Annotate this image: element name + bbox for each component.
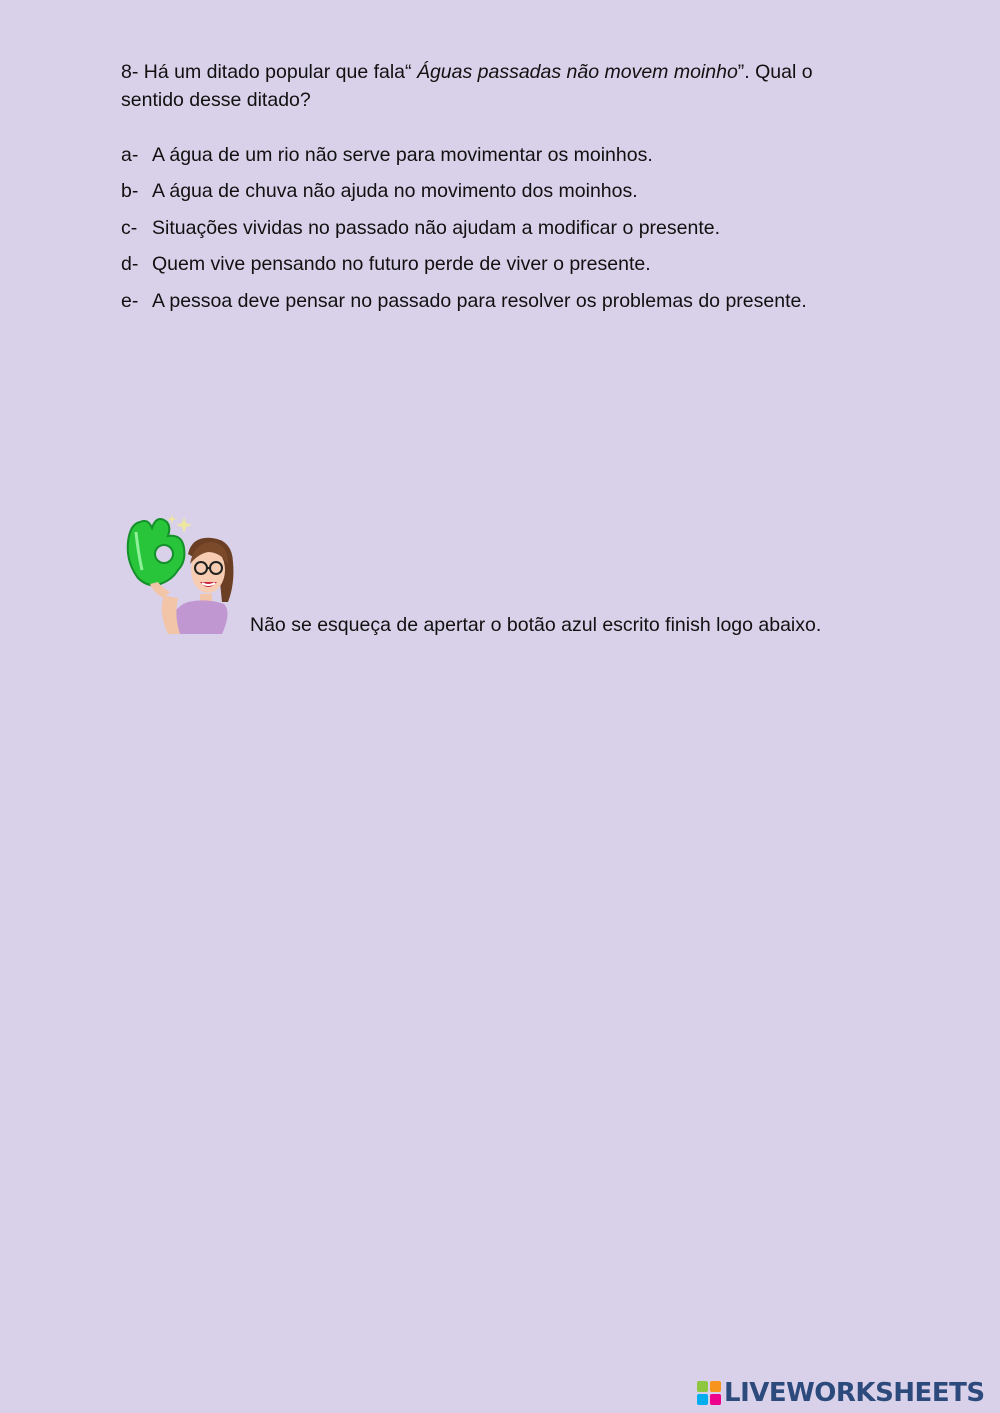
question-suffix: ”. Qual o sentido desse ditado?	[121, 61, 813, 111]
question-quote: Águas passadas não movem moinho	[416, 61, 738, 83]
option-text: Quem vive pensando no futuro perde de viver o presente.	[152, 253, 651, 276]
option-d	[121, 250, 901, 286]
option-text: A água de chuva não ajuda no movimento dos moinhos.	[152, 180, 638, 203]
answer-options	[121, 141, 901, 323]
finish-reminder: Não se esqueça de apertar o botão azul escrito finish logo abaixo.	[250, 614, 822, 636]
question-text	[121, 58, 861, 114]
option-c	[121, 214, 901, 250]
option-a	[121, 141, 901, 177]
option-letter: d-	[121, 253, 139, 276]
liveworksheets-logo	[697, 1378, 985, 1408]
option-letter: a-	[121, 144, 139, 166]
liveworksheets-badge-icon	[697, 1381, 721, 1405]
option-letter: b-	[121, 180, 139, 203]
brand-name: LIVEWORKSHEETS	[724, 1378, 985, 1408]
option-text: A pessoa deve pensar no passado para resolver os problemas do presente.	[152, 289, 807, 312]
teacher-avatar-image	[124, 512, 238, 634]
option-letter: e-	[121, 289, 139, 312]
option-e	[121, 287, 901, 323]
option-text: Situações vividas no passado não ajudam a modificar o presente.	[152, 216, 721, 239]
question-prefix: 8- Há um ditado popular que fala“	[121, 61, 417, 83]
option-text: A água de um rio não serve para movimentar os moinhos.	[152, 144, 653, 166]
option-b	[121, 177, 901, 213]
option-letter: c-	[121, 216, 138, 239]
